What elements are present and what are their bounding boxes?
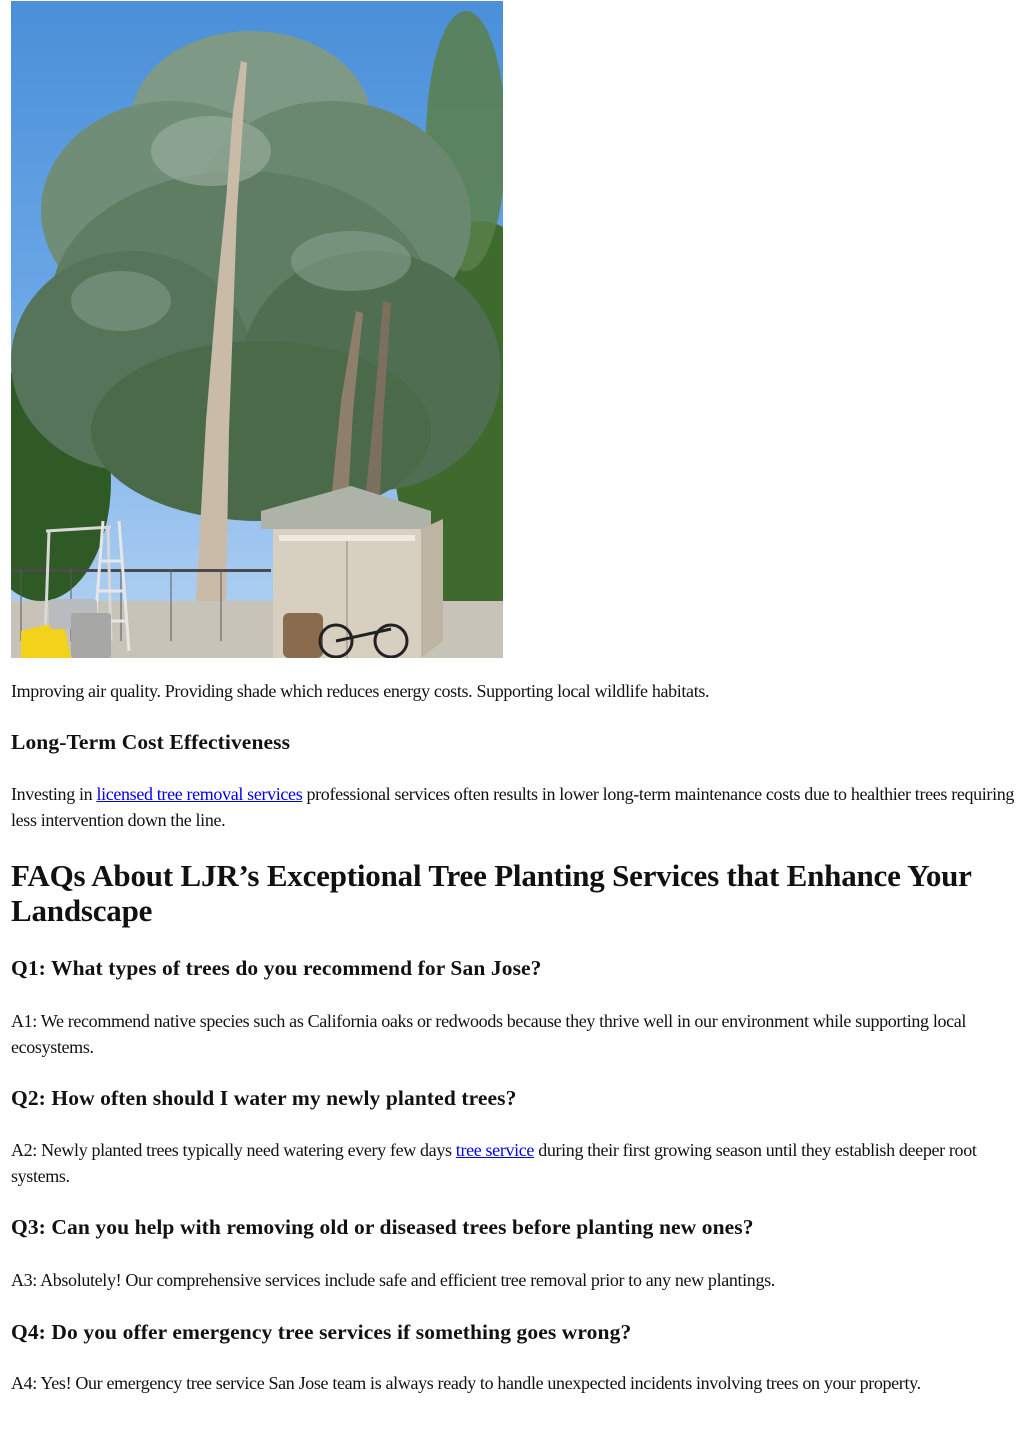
faq-q4-answer: A4: Yes! Our emergency tree service San Jose team is always ready to handle unexpected incidents involving trees on your property.: [11, 1373, 921, 1393]
faq-q4-question: Q4: Do you offer emergency tree services if something goes wrong?: [11, 1320, 632, 1344]
cost-paragraph: [11, 781, 1016, 833]
faq-q2-answer: [11, 1137, 1016, 1189]
faq-q2-answer-after: during their first growing season until they establish deeper root systems.: [11, 1140, 977, 1186]
cost-heading: Long-Term Cost Effectiveness: [11, 730, 291, 754]
faq-q2-question: Q2: How often should I water my newly planted trees?: [11, 1086, 517, 1110]
faq-q2-answer-before: A2: Newly planted trees typically need watering every few days: [11, 1140, 456, 1160]
tree-photo: [11, 1, 503, 658]
faq-q3-answer: A3: Absolutely! Our comprehensive services include safe and efficient tree removal prior to any new plantings.: [11, 1270, 775, 1290]
tree-photo-illustration: [11, 1, 503, 658]
faq-q1-answer: A1: We recommend native species such as California oaks or redwoods because they thrive well in our environment while supporting local ecosystems.: [11, 1011, 967, 1057]
intro-paragraph: Improving air quality. Providing shade which reduces energy costs. Supporting local wildlife habitats.: [11, 681, 710, 701]
tree-service-link[interactable]: tree service: [455, 1140, 535, 1160]
licensed-tree-removal-link[interactable]: licensed tree removal services: [96, 784, 303, 804]
cost-text-before: Investing in: [11, 784, 97, 804]
faq-heading: FAQs About LJR’s Exceptional Tree Planting Services that Enhance Your Landscape: [11, 858, 972, 928]
faq-q3-question: Q3: Can you help with removing old or diseased trees before planting new ones?: [11, 1215, 754, 1239]
faq-q1-question: Q1: What types of trees do you recommend for San Jose?: [11, 956, 542, 980]
cost-text-after: professional services often results in lower long-term maintenance costs due to healthier trees requiring less intervention down the line.: [11, 784, 1015, 830]
